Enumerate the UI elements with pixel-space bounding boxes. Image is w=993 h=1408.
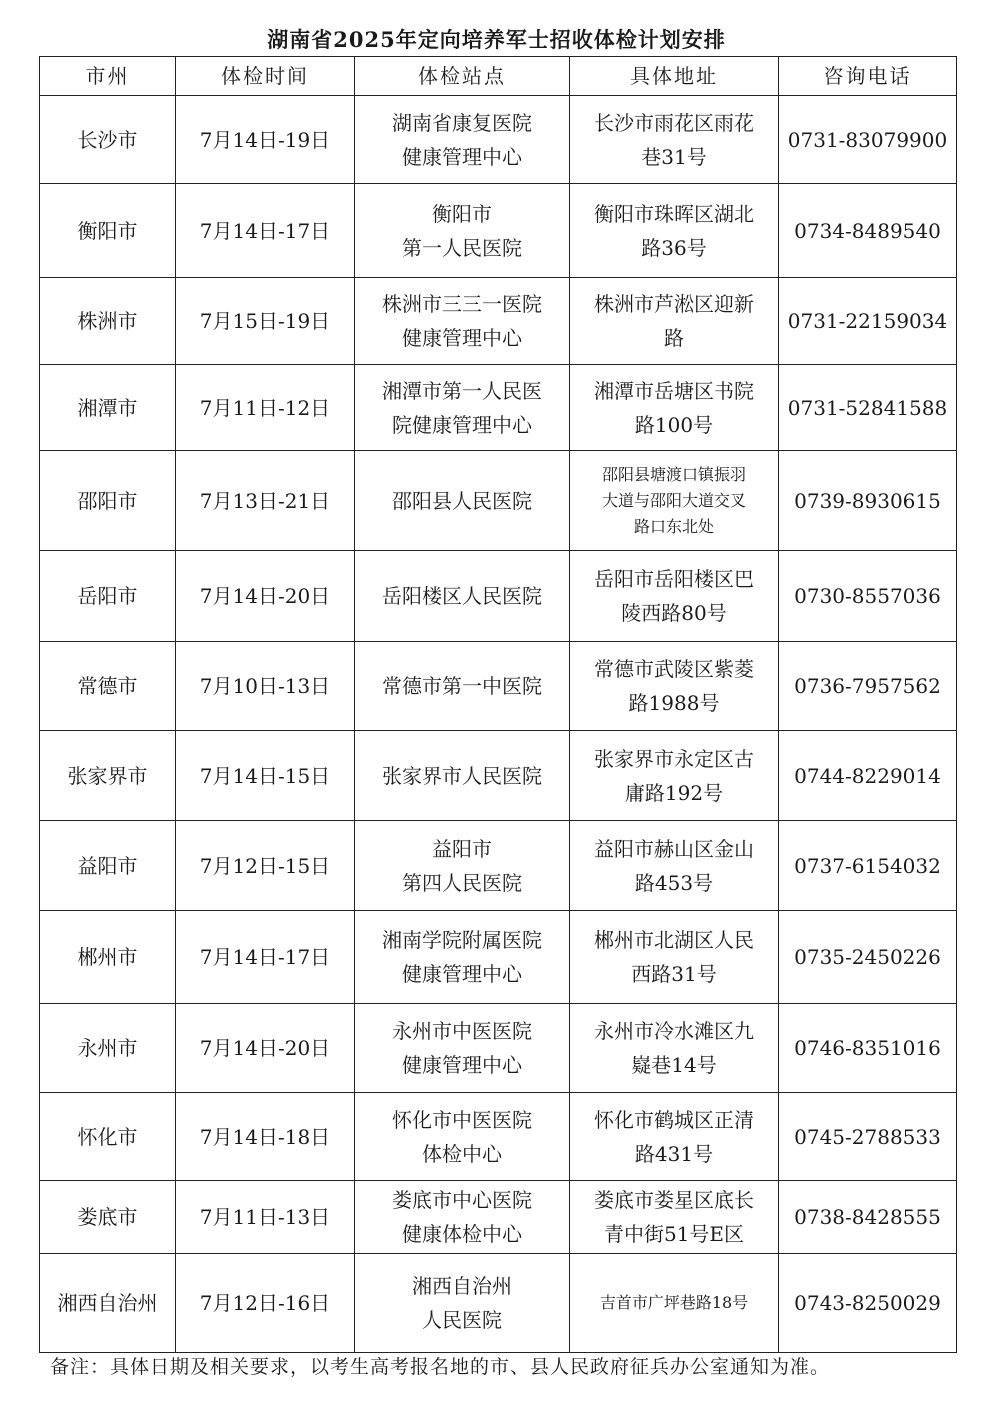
cell-site: [355, 551, 570, 642]
cell-address-line: 青中街51号E区: [603, 1222, 745, 1246]
cell-site: [355, 1004, 570, 1093]
cell-address-line: 路453号: [634, 870, 714, 895]
cell-city: 益阳市: [40, 821, 176, 911]
cell-address-line: 永州市冷水滩区九: [594, 1019, 754, 1043]
column-header-city: 市州: [40, 57, 176, 96]
cell-phone: 0731-52841588: [779, 365, 957, 451]
cell-address-line: 路100号: [634, 412, 714, 437]
cell-site-line: 健康管理中心: [402, 326, 522, 350]
cell-site-line: 常德市第一中医院: [382, 674, 542, 698]
cell-time: 7月13日-21日: [176, 451, 355, 551]
cell-site-line: 衡阳市: [432, 201, 492, 226]
table-row: [40, 821, 957, 911]
table-row: [40, 1254, 957, 1353]
cell-time: 7月14日-19日: [176, 96, 355, 184]
cell-site-line: 湘西自治州: [412, 1274, 512, 1298]
table-row: [40, 451, 957, 551]
cell-site: [355, 1181, 570, 1254]
cell-address-line: 岳阳市岳阳楼区巴: [594, 567, 754, 591]
cell-address: [570, 642, 779, 731]
column-header-time: 体检时间: [176, 57, 355, 96]
cell-address-line: 衡阳市珠晖区湖北: [594, 201, 754, 226]
cell-city: 张家界市: [40, 731, 176, 821]
cell-site-line: 健康管理中心: [402, 144, 522, 169]
cell-address-line: 嶷巷14号: [631, 1053, 717, 1077]
cell-site-line: 湖南省康复医院: [392, 110, 532, 135]
cell-site-line: 第四人民医院: [402, 870, 522, 895]
cell-site: [355, 1254, 570, 1353]
cell-city: 湘西自治州: [40, 1254, 176, 1353]
cell-address-line: 路36号: [641, 235, 707, 260]
cell-time: 7月10日-13日: [176, 642, 355, 731]
table-row: [40, 184, 957, 278]
cell-address-line: 路1988号: [628, 691, 720, 715]
table-row: [40, 1181, 957, 1254]
cell-address-line: 益阳市赫山区金山: [594, 836, 754, 861]
cell-address: [570, 1093, 779, 1181]
cell-phone: 0746-8351016: [779, 1004, 957, 1093]
cell-address-line: 娄底市娄星区底长: [594, 1188, 754, 1212]
cell-time: 7月12日-15日: [176, 821, 355, 911]
table-row: [40, 365, 957, 451]
table-row: [40, 551, 957, 642]
cell-phone: 0731-83079900: [779, 96, 957, 184]
cell-address: [570, 1254, 779, 1353]
cell-address-line: 湘潭市岳塘区书院: [594, 378, 754, 403]
cell-site-line: 张家界市人民医院: [382, 763, 542, 788]
cell-site-line: 怀化市中医医院: [392, 1107, 532, 1132]
cell-phone: 0745-2788533: [779, 1093, 957, 1181]
table-row: [40, 1004, 957, 1093]
cell-address-line: 长沙市雨花区雨花: [594, 110, 754, 135]
cell-phone: 0739-8930615: [779, 451, 957, 551]
cell-address: [570, 551, 779, 642]
cell-address-line: 张家界市永定区古: [594, 746, 754, 771]
cell-address-line: 西路31号: [631, 962, 717, 986]
cell-city: 衡阳市: [40, 184, 176, 278]
cell-phone: 0730-8557036: [779, 551, 957, 642]
cell-address: [570, 821, 779, 911]
cell-time: 7月14日-18日: [176, 1093, 355, 1181]
cell-time: 7月14日-20日: [176, 551, 355, 642]
cell-phone: 0743-8250029: [779, 1254, 957, 1353]
cell-site: [355, 821, 570, 911]
table-row: [40, 96, 957, 184]
cell-time: 7月14日-20日: [176, 1004, 355, 1093]
cell-time: 7月11日-13日: [176, 1181, 355, 1254]
cell-phone: 0737-6154032: [779, 821, 957, 911]
cell-site-line: 株洲市三三一医院: [382, 292, 542, 316]
column-header-address: 具体地址: [570, 57, 779, 96]
cell-site-line: 健康管理中心: [402, 1053, 522, 1077]
cell-phone: 0735-2450226: [779, 911, 957, 1004]
cell-address-line: 路431号: [634, 1141, 714, 1166]
cell-address-line: 陵西路80号: [621, 601, 727, 625]
cell-site: [355, 1093, 570, 1181]
cell-city: 岳阳市: [40, 551, 176, 642]
cell-address-line: 路: [664, 326, 684, 350]
cell-phone: 0738-8428555: [779, 1181, 957, 1254]
cell-address: [570, 278, 779, 365]
cell-address-line: 常德市武陵区紫菱: [594, 657, 754, 681]
cell-site: [355, 731, 570, 821]
table-row: [40, 642, 957, 731]
cell-address: [570, 365, 779, 451]
cell-site-line: 湘南学院附属医院: [382, 928, 542, 952]
cell-site-line: 人民医院: [422, 1308, 502, 1332]
cell-address-line: 邵阳县塘渡口镇振羽: [601, 464, 746, 484]
cell-site: [355, 642, 570, 731]
cell-address-line: 巷31号: [641, 144, 707, 169]
cell-city: 郴州市: [40, 911, 176, 1004]
cell-site-line: 体检中心: [422, 1141, 502, 1166]
page-title: 湖南省2025年定向培养军士招收体检计划安排: [267, 27, 726, 52]
cell-site-line: 岳阳楼区人民医院: [382, 584, 542, 608]
cell-site: [355, 278, 570, 365]
cell-site: [355, 451, 570, 551]
cell-site: [355, 96, 570, 184]
table-header-row: [40, 57, 957, 96]
cell-site-line: 益阳市: [432, 836, 492, 861]
cell-site-line: 邵阳县人民医院: [392, 488, 532, 513]
cell-city: 邵阳市: [40, 451, 176, 551]
cell-site: [355, 365, 570, 451]
cell-address-line: 大道与邵阳大道交叉: [601, 490, 746, 510]
cell-address-line: 庸路192号: [624, 780, 724, 805]
cell-site-line: 健康体检中心: [402, 1222, 522, 1246]
cell-address: [570, 731, 779, 821]
cell-time: 7月15日-19日: [176, 278, 355, 365]
cell-site-line: 健康管理中心: [402, 962, 522, 986]
cell-site: [355, 911, 570, 1004]
cell-address: [570, 911, 779, 1004]
schedule-table: [39, 56, 957, 1353]
cell-site-line: 永州市中医医院: [392, 1019, 532, 1043]
footnote: 备注：具体日期及相关要求，以考生高考报名地的市、县人民政府征兵办公室通知为准。: [50, 1356, 831, 1378]
cell-address-line: 怀化市鹤城区正清: [594, 1107, 754, 1132]
cell-time: 7月11日-12日: [176, 365, 355, 451]
cell-address: [570, 96, 779, 184]
cell-phone: 0736-7957562: [779, 642, 957, 731]
cell-city: 湘潭市: [40, 365, 176, 451]
cell-address-line: 吉首市广坪巷路18号: [599, 1293, 749, 1312]
cell-city: 娄底市: [40, 1181, 176, 1254]
cell-site: [355, 184, 570, 278]
cell-city: 永州市: [40, 1004, 176, 1093]
cell-address-line: 郴州市北湖区人民: [594, 928, 754, 952]
cell-site-line: 院健康管理中心: [392, 412, 532, 437]
cell-phone: 0734-8489540: [779, 184, 957, 278]
cell-time: 7月14日-17日: [176, 911, 355, 1004]
cell-site-line: 第一人民医院: [402, 235, 522, 260]
cell-time: 7月14日-15日: [176, 731, 355, 821]
column-header-site: 体检站点: [355, 57, 570, 96]
cell-site-line: 湘潭市第一人民医: [382, 378, 542, 403]
cell-phone: 0744-8229014: [779, 731, 957, 821]
table-body: [40, 96, 957, 1353]
cell-address: [570, 451, 779, 551]
cell-address: [570, 1181, 779, 1254]
cell-city: 怀化市: [40, 1093, 176, 1181]
cell-city: 株洲市: [40, 278, 176, 365]
cell-city: 长沙市: [40, 96, 176, 184]
cell-phone: 0731-22159034: [779, 278, 957, 365]
cell-site-line: 娄底市中心医院: [392, 1188, 532, 1212]
cell-city: 常德市: [40, 642, 176, 731]
cell-time: 7月12日-16日: [176, 1254, 355, 1353]
cell-address-line: 路口东北处: [633, 516, 714, 536]
cell-address: [570, 1004, 779, 1093]
table-row: [40, 278, 957, 365]
cell-address-line: 株洲市芦淞区迎新: [594, 292, 754, 316]
cell-time: 7月14日-17日: [176, 184, 355, 278]
table-row: [40, 731, 957, 821]
table-row: [40, 1093, 957, 1181]
cell-address: [570, 184, 779, 278]
column-header-phone: 咨询电话: [779, 57, 957, 96]
table-row: [40, 911, 957, 1004]
